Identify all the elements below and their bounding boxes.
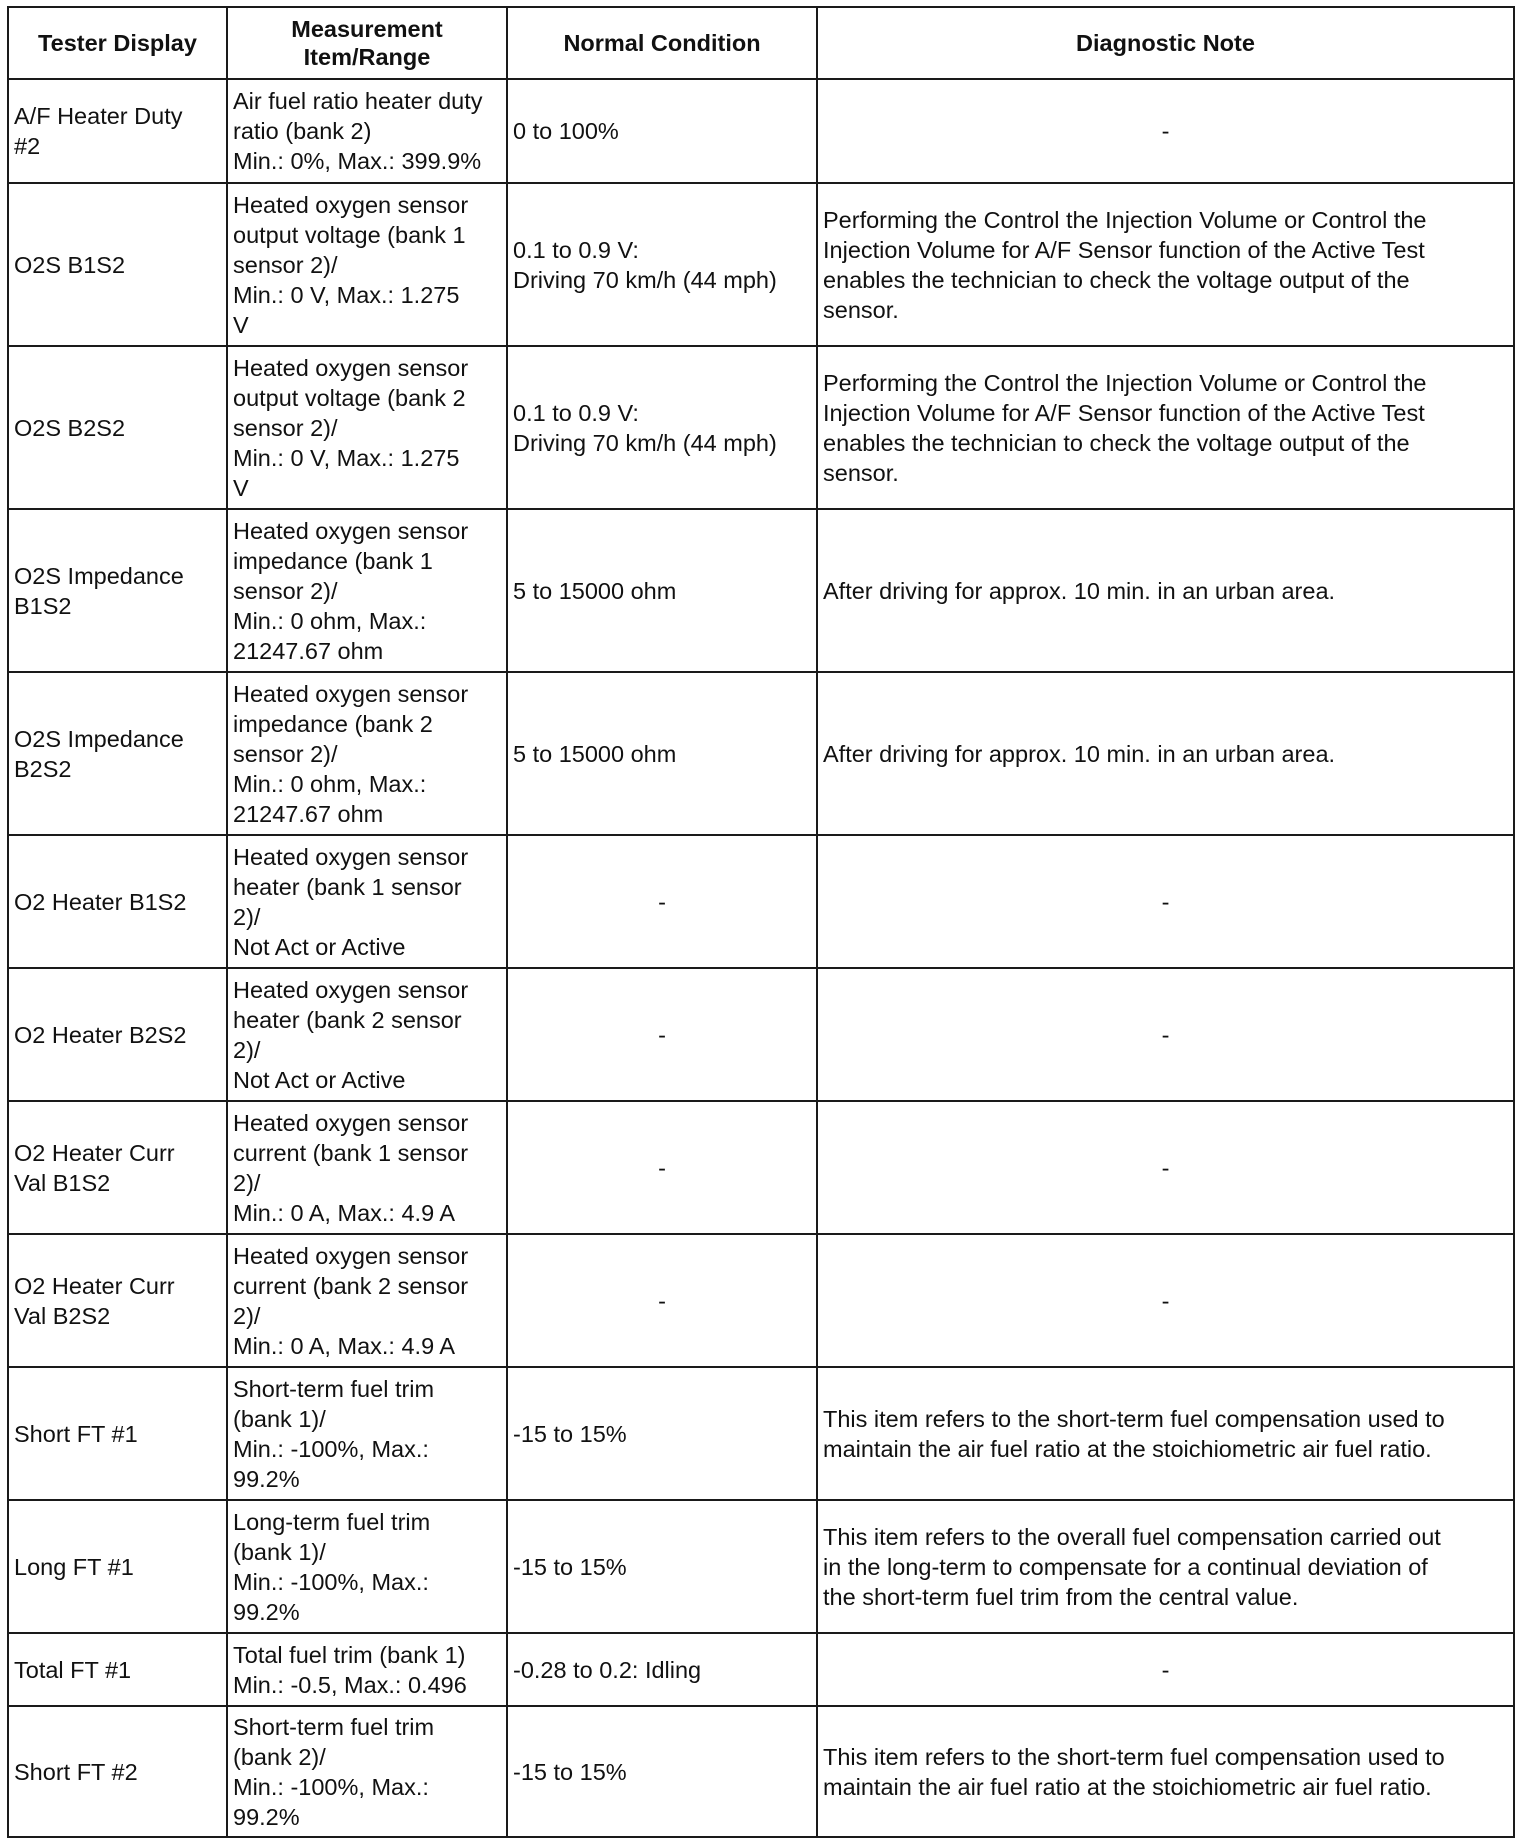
cell-tester-display: O2S Impedance B1S2	[8, 509, 227, 672]
header-tester-display: Tester Display	[8, 7, 227, 79]
cell-measurement: Heated oxygen sensor current (bank 1 sensor 2)/ Min.: 0 A, Max.: 4.9 A	[227, 1101, 507, 1234]
table-row	[8, 346, 1514, 509]
header-diagnostic-note: Diagnostic Note	[817, 7, 1514, 79]
cell-normal-condition: -	[507, 1234, 817, 1367]
cell-diagnostic-note: Performing the Control the Injection Volume or Control the Injection Volume for A/F Sensor function of the Active Test enables the technician to check the voltage output of the sensor.	[817, 183, 1514, 346]
cell-tester-display: O2 Heater Curr Val B1S2	[8, 1101, 227, 1234]
table-row	[8, 1234, 1514, 1367]
table-row	[8, 183, 1514, 346]
cell-normal-condition: 5 to 15000 ohm	[507, 672, 817, 835]
cell-normal-condition: -	[507, 1101, 817, 1234]
cell-diagnostic-note: This item refers to the short-term fuel compensation used to maintain the air fuel ratio at the stoichiometric air fuel ratio.	[817, 1706, 1514, 1837]
cell-tester-display: Short FT #2	[8, 1706, 227, 1837]
table-row	[8, 1633, 1514, 1706]
cell-diagnostic-note: -	[817, 1234, 1514, 1367]
data-list-table	[7, 6, 1515, 1838]
header-normal-condition: Normal Condition	[507, 7, 817, 79]
cell-normal-condition: -	[507, 835, 817, 968]
cell-measurement: Heated oxygen sensor output voltage (bank 2 sensor 2)/ Min.: 0 V, Max.: 1.275 V	[227, 346, 507, 509]
cell-diagnostic-note: -	[817, 1633, 1514, 1706]
cell-diagnostic-note: This item refers to the overall fuel compensation carried out in the long-term to compensate for a continual deviation of the short-term fuel trim from the central value.	[817, 1500, 1514, 1633]
cell-measurement: Heated oxygen sensor output voltage (bank 1 sensor 2)/ Min.: 0 V, Max.: 1.275 V	[227, 183, 507, 346]
table-header-row	[8, 7, 1514, 79]
cell-measurement: Short-term fuel trim (bank 2)/ Min.: -100%, Max.: 99.2%	[227, 1706, 507, 1837]
cell-measurement: Heated oxygen sensor impedance (bank 1 sensor 2)/ Min.: 0 ohm, Max.: 21247.67 ohm	[227, 509, 507, 672]
cell-tester-display: Short FT #1	[8, 1367, 227, 1500]
table-row	[8, 509, 1514, 672]
cell-normal-condition: -15 to 15%	[507, 1367, 817, 1500]
table-row	[8, 672, 1514, 835]
cell-normal-condition: 0.1 to 0.9 V: Driving 70 km/h (44 mph)	[507, 183, 817, 346]
cell-diagnostic-note: Performing the Control the Injection Volume or Control the Injection Volume for A/F Sensor function of the Active Test enables the technician to check the voltage output of the sensor.	[817, 346, 1514, 509]
cell-normal-condition: -15 to 15%	[507, 1500, 817, 1633]
cell-diagnostic-note: -	[817, 835, 1514, 968]
cell-tester-display: Total FT #1	[8, 1633, 227, 1706]
cell-tester-display: O2S B1S2	[8, 183, 227, 346]
cell-diagnostic-note: -	[817, 79, 1514, 183]
cell-tester-display: Long FT #1	[8, 1500, 227, 1633]
cell-normal-condition: -	[507, 968, 817, 1101]
cell-measurement: Heated oxygen sensor impedance (bank 2 sensor 2)/ Min.: 0 ohm, Max.: 21247.67 ohm	[227, 672, 507, 835]
cell-normal-condition: -15 to 15%	[507, 1706, 817, 1837]
cell-measurement: Short-term fuel trim (bank 1)/ Min.: -100%, Max.: 99.2%	[227, 1367, 507, 1500]
cell-normal-condition: 0 to 100%	[507, 79, 817, 183]
cell-diagnostic-note: -	[817, 968, 1514, 1101]
cell-measurement: Air fuel ratio heater duty ratio (bank 2) Min.: 0%, Max.: 399.9%	[227, 79, 507, 183]
cell-diagnostic-note: After driving for approx. 10 min. in an urban area.	[817, 672, 1514, 835]
cell-tester-display: O2 Heater B1S2	[8, 835, 227, 968]
table-row	[8, 1706, 1514, 1837]
table-row	[8, 968, 1514, 1101]
cell-measurement: Long-term fuel trim (bank 1)/ Min.: -100%, Max.: 99.2%	[227, 1500, 507, 1633]
cell-diagnostic-note: After driving for approx. 10 min. in an urban area.	[817, 509, 1514, 672]
cell-normal-condition: -0.28 to 0.2: Idling	[507, 1633, 817, 1706]
header-measurement-item: Measurement Item/Range	[227, 7, 507, 79]
cell-tester-display: A/F Heater Duty #2	[8, 79, 227, 183]
cell-normal-condition: 0.1 to 0.9 V: Driving 70 km/h (44 mph)	[507, 346, 817, 509]
cell-measurement: Heated oxygen sensor heater (bank 1 sensor 2)/ Not Act or Active	[227, 835, 507, 968]
cell-tester-display: O2 Heater Curr Val B2S2	[8, 1234, 227, 1367]
cell-tester-display: O2 Heater B2S2	[8, 968, 227, 1101]
table-row	[8, 1500, 1514, 1633]
table-row	[8, 79, 1514, 183]
cell-diagnostic-note: This item refers to the short-term fuel compensation used to maintain the air fuel ratio at the stoichiometric air fuel ratio.	[817, 1367, 1514, 1500]
table-row	[8, 835, 1514, 968]
cell-measurement: Total fuel trim (bank 1) Min.: -0.5, Max.: 0.496	[227, 1633, 507, 1706]
cell-measurement: Heated oxygen sensor current (bank 2 sensor 2)/ Min.: 0 A, Max.: 4.9 A	[227, 1234, 507, 1367]
table-row	[8, 1101, 1514, 1234]
cell-tester-display: O2S Impedance B2S2	[8, 672, 227, 835]
cell-diagnostic-note: -	[817, 1101, 1514, 1234]
cell-tester-display: O2S B2S2	[8, 346, 227, 509]
cell-measurement: Heated oxygen sensor heater (bank 2 sensor 2)/ Not Act or Active	[227, 968, 507, 1101]
table-row	[8, 1367, 1514, 1500]
cell-normal-condition: 5 to 15000 ohm	[507, 509, 817, 672]
